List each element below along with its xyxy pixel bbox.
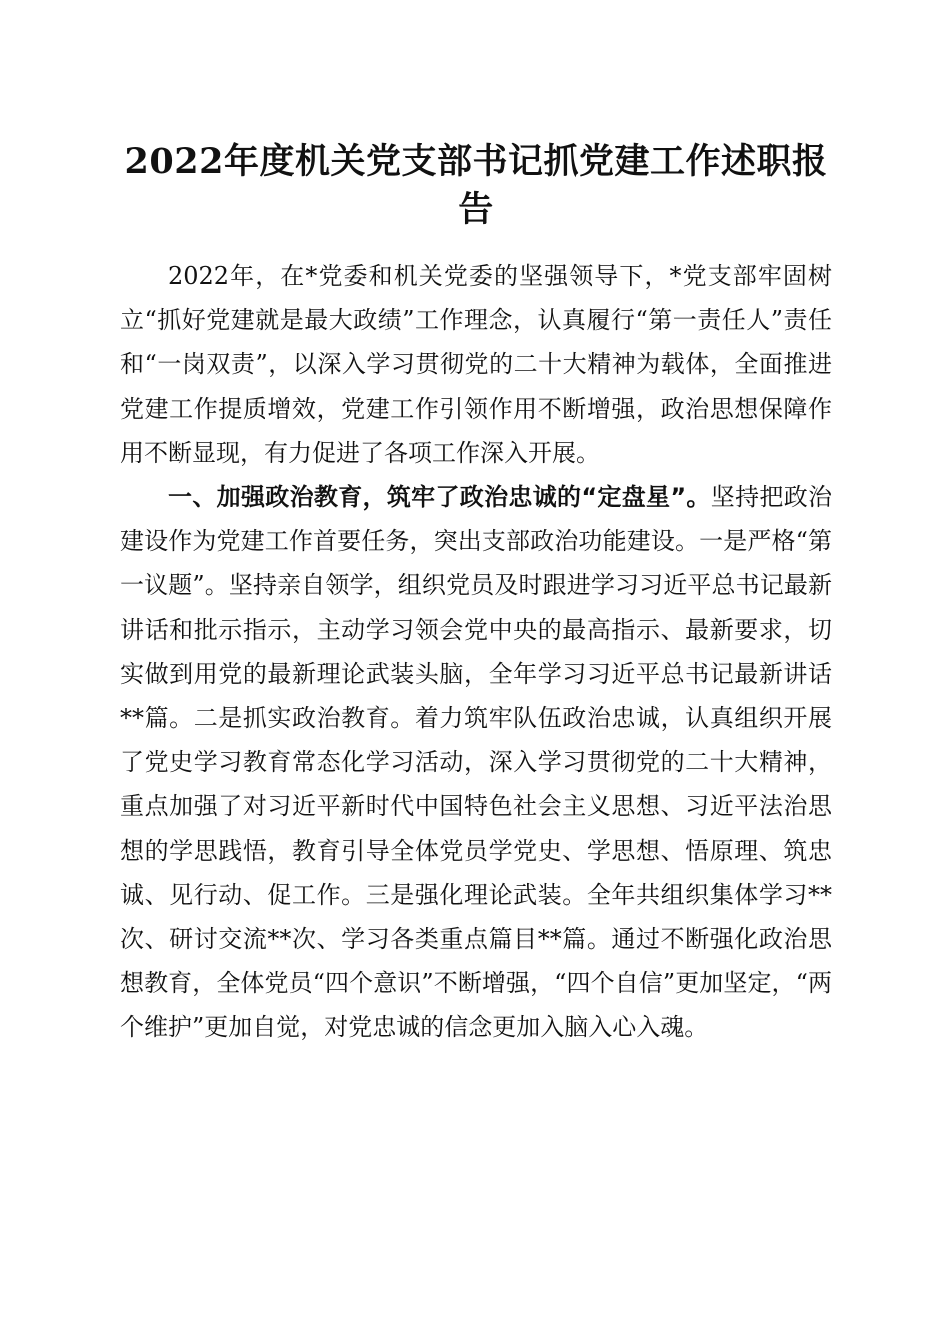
section-1-paragraph <box>120 475 832 1050</box>
section-1-heading: 一、加强政治教育，筑牢了政治忠诚的“定盘星”。 <box>168 483 711 512</box>
intro-paragraph: 2022年，在*党委和机关党委的坚强领导下，*党支部牢固树立“抓好党建就是最大政绩”工作理念，认真履行“第一责任人”责任和“一岗双责”，以深入学习贯彻党的二十大精神为载体，全面推进党建工作提质增效，党建工作引领作用不断增强，政治思想保障作用不断显现，有力促进了各项工作深入开展。 <box>120 262 832 467</box>
document-body <box>120 254 832 1050</box>
document-title: 2022年度机关党支部书记抓党建工作述职报告 <box>124 141 828 230</box>
section-1-text: 坚持把政治建设作为党建工作首要任务，突出支部政治功能建设。一是严格“第一议题”。坚持亲自领学，组织党员及时跟进学习习近平总书记最新讲话和批示指示，主动学习领会党中央的最高指示、最新要求，切实做到用党的最新理论武装头脑，全年学习习近平总书记最新讲话**篇。二是抓实政治教育。着力筑牢队伍政治忠诚，认真组织开展了党史学习教育常态化学习活动，深入学习贯彻党的二十大精神，重点加强了对习近平新时代中国特色社会主义思想、习近平法治思想的学思践悟，教育引导全体党员学党史、学思想、悟原理、筑忠诚、见行动、促工作。三是强化理论武装。全年共组织集体学习**次、研讨交流**次、学习各类重点篇目**篇。通过不断强化政治思想教育，全体党员“四个意识”不断增强，“四个自信”更加坚定，“两个维护”更加自觉，对党忠诚的信念更加入脑入心入魂。 <box>120 483 833 1042</box>
